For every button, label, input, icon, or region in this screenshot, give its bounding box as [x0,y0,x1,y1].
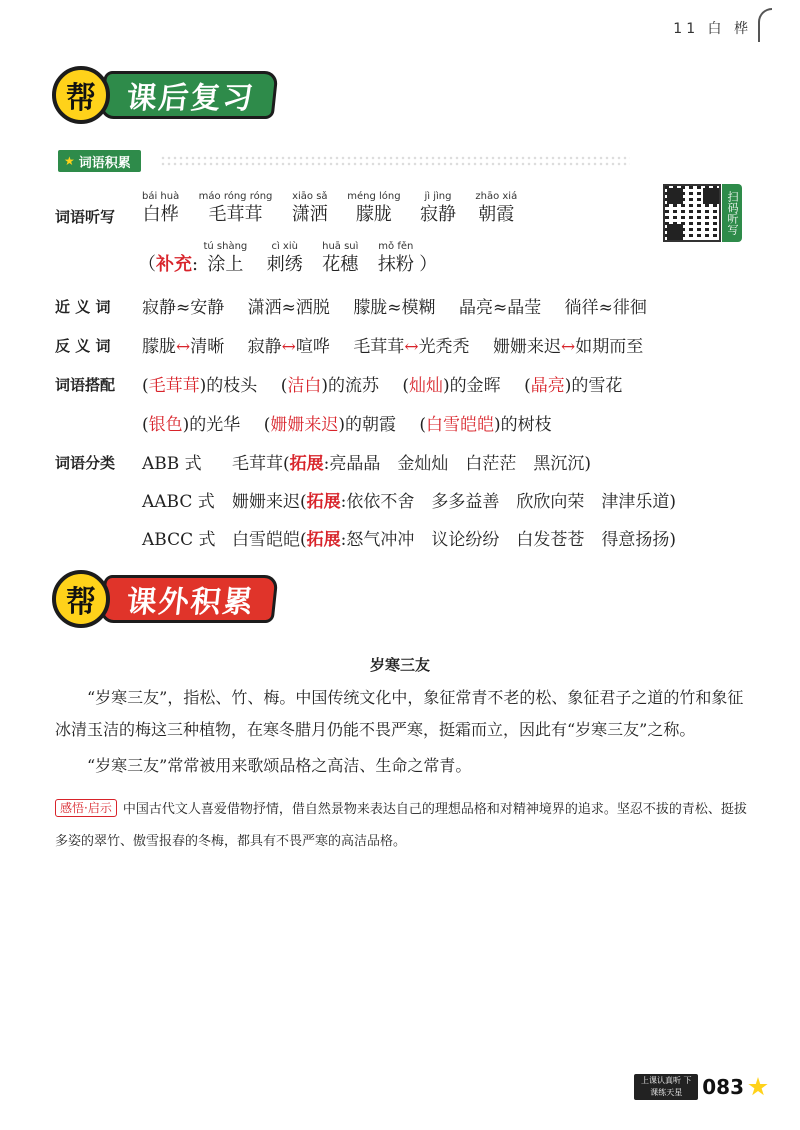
article-paragraph: “岁寒三友”常常被用来歌颂品格之高洁、生命之常青。 [87,756,472,775]
supplement-word: tú shàng 涂上 [203,241,248,275]
collocations-label: 词语搭配 [55,376,116,394]
dotted-divider [160,155,630,167]
collocation-item: (晶亮)的雪花 [524,376,623,396]
dictation-word: zhāo xiá 朝霞 [475,191,518,225]
synonyms-label: 近 义 词 [55,298,111,316]
extra-banner [52,566,276,632]
collocation-item: (洁白)的流苏 [280,376,379,396]
synonym-item: 晶亮≈晶莹 [458,298,542,318]
collocation-item: (姗姗来迟)的朝霞 [263,415,396,435]
header-corner-decoration [758,8,772,42]
article-paragraph: “岁寒三友”，指松、竹、梅。中国传统文化中，象征常青不老的松、象征君子之道的竹和象征冰清玉洁的梅这三种植物，在寒冬腊月仍能不畏严寒，挺霜而立，因此有“岁寒三友”之称。 [55,688,744,739]
collocation-item: (银色)的光华 [142,415,241,435]
antonyms-label: 反 义 词 [55,337,111,355]
insight-text: 中国古代文人喜爱借物抒情，借自然景物来表达自己的理想品格和对精神境界的追求。坚忍不拔的青松、挺拔多姿的翠竹、傲雪报春的冬梅，都具有不畏严寒的高洁品格。 [55,802,747,849]
help-badge: 帮 [52,66,110,124]
star-icon: ★ [64,154,75,168]
antonym-item: 姗姗来迟↔如期而至 [492,337,644,357]
article-title: 岁寒三友 [369,656,430,674]
synonyms-row [142,293,647,318]
lesson-header: 11 白 桦 [673,21,752,37]
collocations-row-1 [142,371,622,396]
dictation-word: méng lóng 朦胧 [347,191,401,225]
dictation-words [142,190,531,226]
page-footer [634,1074,768,1100]
antonym-item: 寂静↔喧哗 [247,337,330,357]
antonym-item: 毛茸茸↔光秃秃 [353,337,470,357]
qr-label[interactable]: 扫码听写 [722,184,742,242]
classification-row: ABCC 式 白雪皑皑(拓展:怒气冲冲 议论纷纷 白发苍苍 得意扬扬) [142,530,676,550]
star-icon [748,1077,768,1097]
help-badge: 帮 [52,570,110,628]
footer-slogan: 上课认真听 下课练天星 [634,1074,698,1100]
dictation-word: xiāo sǎ 潇洒 [291,191,328,225]
classification-row: AABC 式 姗姗来迟(拓展:依依不舍 多多益善 欣欣向荣 津津乐道) [142,492,676,512]
dictation-word: jì jìng 寂静 [419,191,456,225]
insight-block [55,794,755,858]
classification-row: ABB 式 毛茸茸(拓展:亮晶晶 金灿灿 白茫茫 黑沉沉) [142,454,591,474]
review-title: 课后复习 [99,71,278,119]
synonym-item: 朦胧≈模糊 [353,298,436,318]
qr-code-icon[interactable] [663,184,721,242]
synonym-item: 寂静≈安静 [142,298,225,318]
supplement-word: mǒ fěn 抹粉 [377,241,414,275]
extra-title: 课外积累 [99,575,278,623]
dictation-word: máo róng róng 毛茸茸 [198,191,273,225]
page-number: 083 [702,1075,744,1099]
supplement-word: huā suì 花穗 [322,241,359,275]
collocations-row-2 [142,410,552,435]
collocation-item: (毛茸茸)的枝头 [142,376,258,396]
supplement-word: cì xiù 刺绣 [266,241,303,275]
dictation-word: bái huà 白桦 [142,191,180,225]
collocation-item: (灿灿)的金晖 [402,376,501,396]
vocab-heading [58,150,141,172]
insight-tag: 感悟·启示 [55,799,117,817]
classification-label: 词语分类 [55,454,116,472]
collocation-item: (白雪皑皑)的树枝 [419,415,552,435]
dictation-label: 词语听写 [55,208,116,226]
antonym-item: 朦胧↔清晰 [142,337,225,357]
review-banner [52,62,276,128]
supplement-row: （补充: tú shàng 涂上 cì xiù 刺绣 huā suì 花穗 mǒ fěn 抹粉 ） [138,241,438,275]
supplement-label: 补充 [156,254,192,275]
vocab-heading-label: 词语积累 [78,155,131,171]
synonym-item: 潇洒≈洒脱 [247,298,330,318]
synonym-item: 徜徉≈徘徊 [564,298,647,318]
antonyms-row [142,332,643,357]
